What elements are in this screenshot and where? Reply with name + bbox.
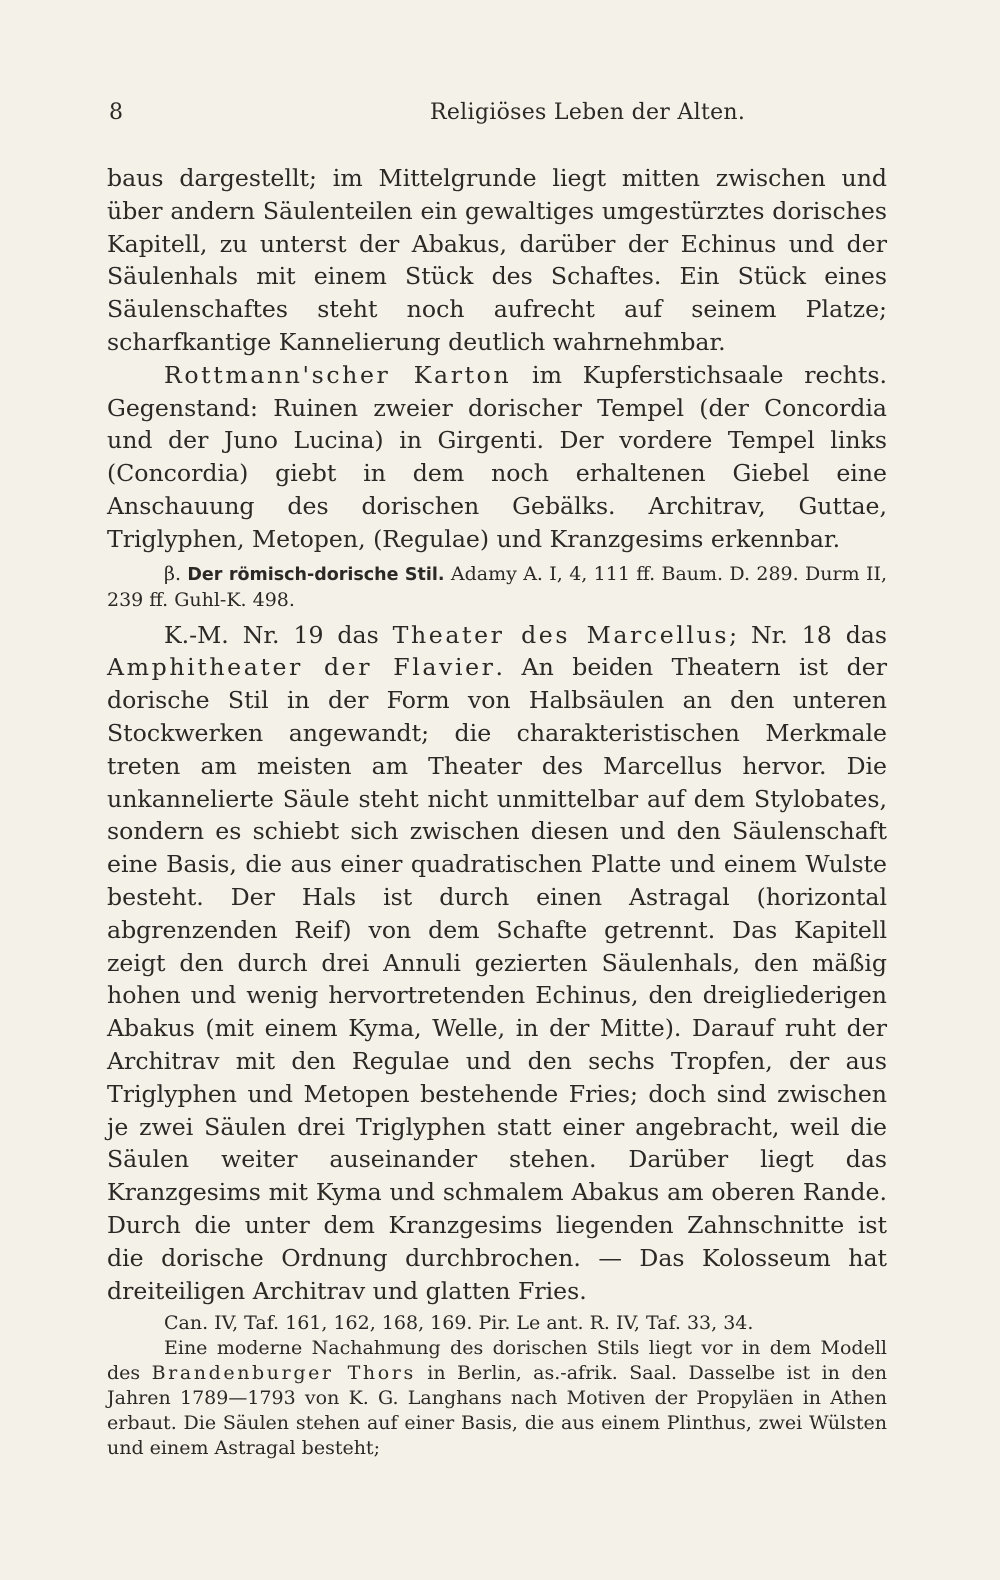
amphitheater-term: Amphitheater der Flavier (107, 653, 496, 682)
footnote-text: in Berlin, as.-afrik. Saal. Dasselbe ist in den Jahren 1789—1793 von K. G. Langhans nach Motiven der Propyläen in Athen erbaut. Die Säulen stehen auf einer Basis, die aus einem Plinthus, zwei Wülsten und einem Astragal besteht; (107, 1362, 887, 1460)
section-title: Der römisch-dorische Stil. (187, 564, 445, 585)
paragraph-1: baus dargestellt; im Mittelgrunde liegt mitten zwischen und über andern Säulenteilen ein gewaltiges umgestürztes dorisches Kapitell, zu unterst der Abakus, darüber der Echinus und der Säulenhals mit einem Stück des Schaftes. Ein Stück eines Säulenschaftes steht noch aufrecht auf seinem Platze; scharfkantige Kannelierung deutlich wahrnehmbar. (107, 164, 887, 356)
paragraph-2-text: im Kupferstichsaale rechts. Gegenstand: Ruinen zweier dorischer Tempel (der Concordia und der Juno Lucina) in Girgenti. Der vordere Tempel links (Concordia) giebt in dem noch erhaltenen Giebel eine Anschauung des dorischen Gebälks. Architrav, Guttae, Triglyphen, Metopen, (Regulae) und Kranzgesims erkennbar. (107, 360, 887, 553)
footnote-intro: Eine moderne Nachahmung des dorischen Stils liegt vor in dem Modell des (107, 1337, 887, 1385)
rottmann-karton-term: Rottmann'scher Karton (164, 360, 512, 389)
section-marker: β. (164, 562, 182, 585)
paragraph-3-joiner: ; Nr. 18 das (729, 620, 887, 649)
page-body (107, 162, 887, 1461)
section-heading-roman-doric (107, 562, 887, 613)
section-references: Adamy A. I, 4, 111 ff. Baum. D. 289. Durm II, 239 ff. Guhl-K. 498. (107, 562, 887, 611)
paragraph-3-intro: K.-M. Nr. 19 das (164, 620, 393, 649)
theater-marcellus-term: Theater des Marcellus (392, 620, 730, 649)
running-title: Religiöses Leben der Alten. (430, 100, 746, 125)
page-number: 8 (109, 100, 123, 125)
paragraph-3-text: . An beiden Theatern ist der dorische Stil in der Form von Halbsäulen an den unteren Stockwerken angewandt; die charakteristischen Merkmale treten am meisten am Theater des Marcellus hervor. Die unkannelierte Säule steht nicht unmittelbar auf dem Stylobates, sondern es schiebt sich zwischen diesen und den Säulenschaft eine Basis, die aus einer quadratischen Platte und einem Wulste besteht. Der Hals ist durch einen Astragal (horizontal abgrenzenden Reif) von dem Schafte getrennt. Das Kapitell zeigt den durch drei Annuli gezierten Säulenhals, den mäßig hohen und wenig hervortretenden Echinus, den dreigliederigen Abakus (mit einem Kyma, Welle, in der Mitte). Darauf ruht der Architrav mit den Regulae und den sechs Tropfen, der aus Triglyphen und Metopen bestehende Fries; doch sind zwischen je zwei Säulen drei Triglyphen statt einer angebracht, weil die Säulen weiter auseinander stehen. Darüber liegt das Kranzgesims mit Kyma und schmalem Abakus am oberen Rande. Durch die unter dem Kranzgesims liegenden Zahnschnitte ist die dorische Ordnung durchbrochen. — Das Kolosseum hat dreiteiligen Architrav und glatten Fries. (107, 653, 887, 1305)
footnote-brandenburger-thor (107, 1336, 887, 1461)
paragraph-3 (107, 619, 887, 1308)
paragraph-2 (107, 359, 887, 556)
page-header (107, 100, 887, 132)
plate-references: Can. IV, Taf. 161, 162, 168, 169. Pir. Le ant. R. IV, Taf. 33, 34. (164, 1312, 754, 1335)
brandenburger-thor-term: Brandenburger Thors (151, 1362, 416, 1385)
